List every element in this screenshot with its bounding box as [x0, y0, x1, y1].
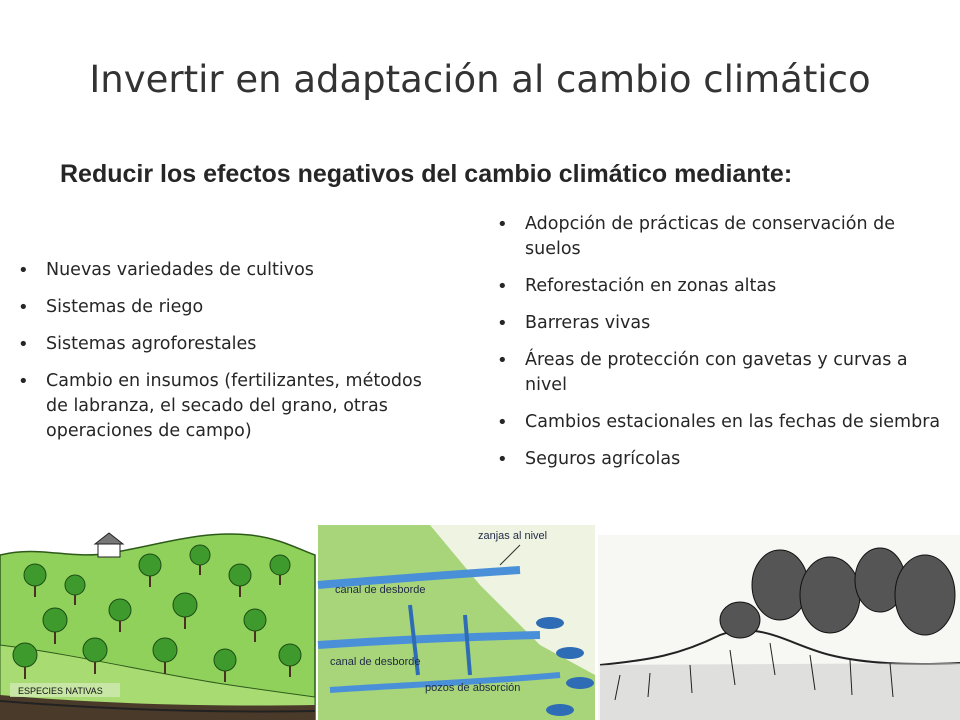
bullet-item: • Cambio en insumos (fertilizantes, métodos de labranza, el secado del grano, otras operaciones de campo): [18, 369, 438, 444]
label-canal-bottom: canal de desborde: [330, 656, 421, 668]
illustrations-strip: [0, 525, 960, 720]
bullet-item: • Nuevas variedades de cultivos: [18, 258, 438, 283]
slide-subtitle: Reducir los efectos negativos del cambio climático mediante:: [60, 160, 793, 188]
agroforestry-label: ESPECIES NATIVAS: [18, 686, 103, 696]
bullet-item: • Sistemas agroforestales: [18, 332, 438, 357]
bullet-item: • Cambios estacionales en las fechas de siembra: [497, 410, 955, 435]
canal-illustration: [318, 525, 595, 720]
label-pozos: pozos de absorción: [425, 682, 521, 694]
bullet-item: • Reforestación en zonas altas: [497, 274, 955, 299]
label-canal-top: canal de desborde: [335, 584, 426, 596]
slide-title: Invertir en adaptación al cambio climático: [89, 58, 871, 101]
forest-buffer-sketch: [598, 535, 960, 720]
bullet-item: • Seguros agrícolas: [497, 447, 955, 472]
bullet-item: • Sistemas de riego: [18, 295, 438, 320]
right-bullet-list: [497, 212, 955, 484]
bullet-item: • Adopción de prácticas de conservación de suelos: [497, 212, 955, 262]
label-zanjas: zanjas al nivel: [478, 530, 548, 542]
agroforestry-illustration: [0, 525, 315, 720]
left-bullet-list: [18, 258, 438, 456]
bullet-item: • Barreras vivas: [497, 311, 955, 336]
bullet-item: • Áreas de protección con gavetas y curvas a nivel: [497, 348, 955, 398]
